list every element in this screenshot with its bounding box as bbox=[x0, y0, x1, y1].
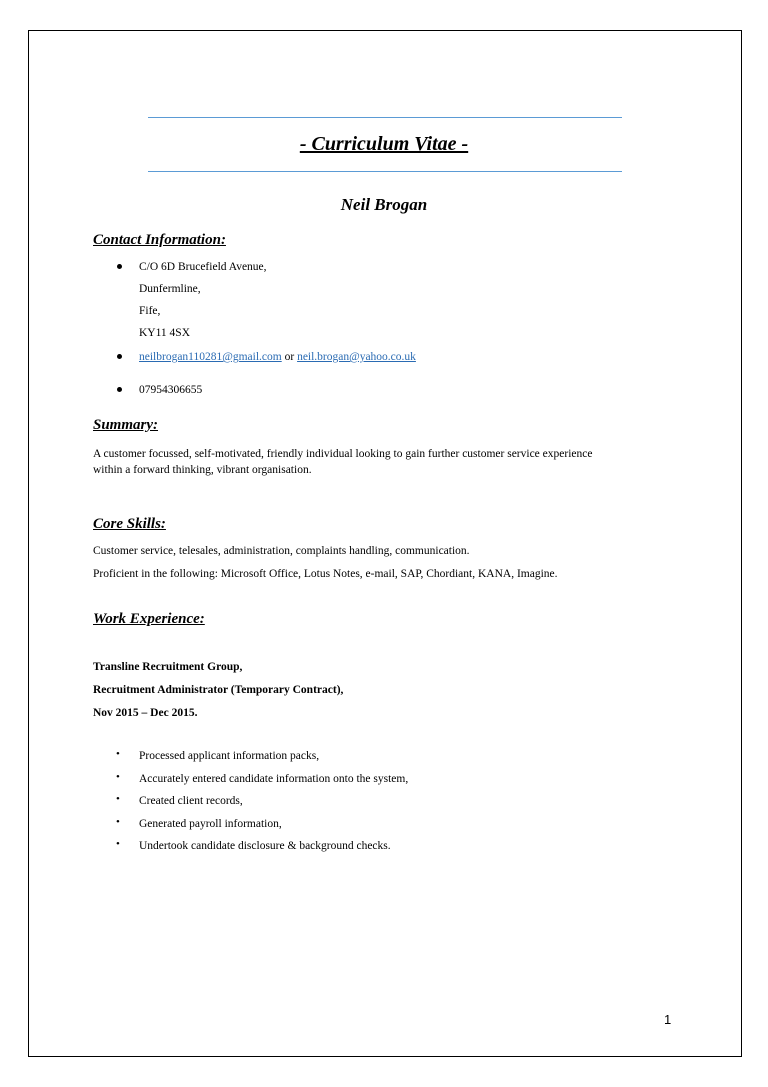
candidate-name: Neil Brogan bbox=[340, 195, 428, 214]
title-bottom-rule bbox=[148, 171, 622, 172]
address-line-2: Dunfermline, bbox=[139, 283, 201, 295]
document-title: - Curriculum Vitae - bbox=[299, 133, 469, 155]
bullet-icon: • bbox=[116, 838, 120, 850]
duty-item: Undertook candidate disclosure & background checks. bbox=[139, 840, 391, 852]
work-experience-heading: Work Experience: bbox=[93, 611, 205, 627]
summary-line-2: within a forward thinking, vibrant organisation. bbox=[93, 464, 312, 476]
bullet-icon: • bbox=[116, 793, 120, 805]
summary-heading: Summary: bbox=[93, 417, 159, 433]
bullet-icon bbox=[117, 387, 122, 392]
bullet-icon bbox=[117, 264, 122, 269]
email-secondary-link[interactable]: neil.brogan@yahoo.co.uk bbox=[297, 351, 416, 363]
email-line bbox=[139, 350, 416, 364]
duty-item: Processed applicant information packs, bbox=[139, 750, 320, 762]
bullet-icon: • bbox=[116, 771, 120, 783]
core-skills-heading: Core Skills: bbox=[93, 516, 166, 532]
email-separator: or bbox=[284, 351, 295, 363]
page-number: 1 bbox=[664, 1012, 672, 1027]
job-dates: Nov 2015 – Dec 2015. bbox=[93, 707, 198, 719]
bullet-icon: • bbox=[116, 816, 120, 828]
phone-number: 07954306655 bbox=[139, 384, 203, 396]
address-line-3: Fife, bbox=[139, 305, 161, 317]
address-line-4: KY11 4SX bbox=[139, 327, 191, 339]
core-skills-line-1: Customer service, telesales, administration, complaints handling, communication. bbox=[93, 545, 470, 557]
title-top-rule bbox=[148, 117, 622, 118]
duty-item: Created client records, bbox=[139, 795, 243, 807]
job-role: Recruitment Administrator (Temporary Contract), bbox=[93, 684, 344, 696]
summary-line-1: A customer focussed, self-motivated, friendly individual looking to gain further customer service experience bbox=[93, 448, 593, 460]
duty-item: Accurately entered candidate information onto the system, bbox=[139, 773, 409, 785]
email-primary-link[interactable]: neilbrogan110281@gmail.com bbox=[139, 351, 282, 363]
bullet-icon bbox=[117, 354, 122, 359]
contact-heading: Contact Information: bbox=[93, 232, 226, 248]
duty-item: Generated payroll information, bbox=[139, 818, 282, 830]
address-line-1: C/O 6D Brucefield Avenue, bbox=[139, 261, 267, 273]
bullet-icon: • bbox=[116, 748, 120, 760]
core-skills-line-2: Proficient in the following: Microsoft Office, Lotus Notes, e-mail, SAP, Chordiant, KANA, Imagine. bbox=[93, 568, 558, 580]
employer: Transline Recruitment Group, bbox=[93, 661, 243, 673]
